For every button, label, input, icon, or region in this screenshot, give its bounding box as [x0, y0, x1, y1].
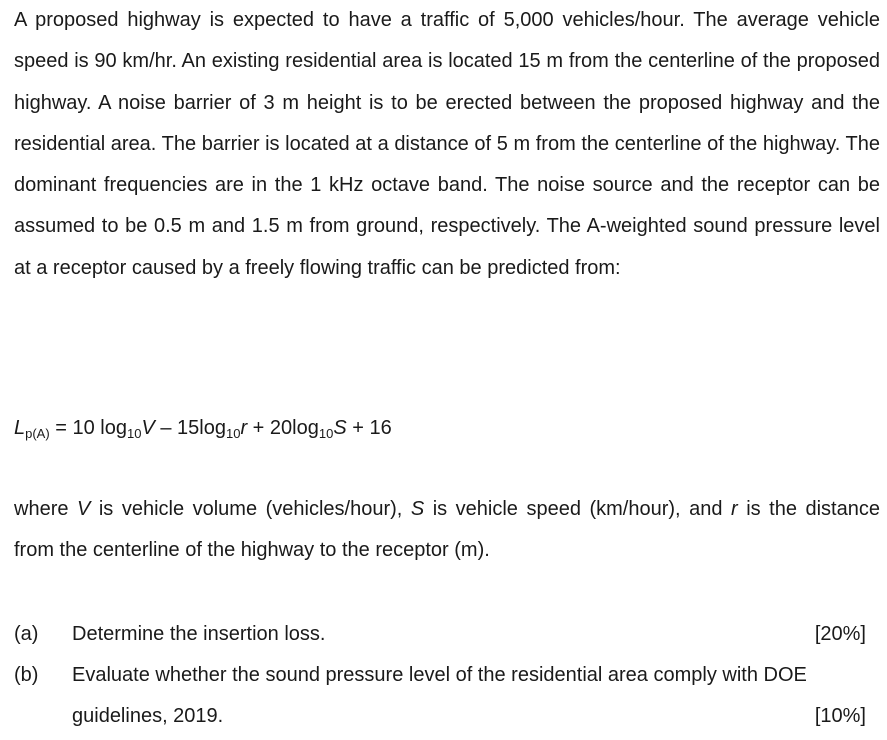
formula-term-4: + 16: [346, 417, 392, 439]
question-a-label: (a): [14, 623, 39, 645]
problem-text: A proposed highway is expected to have a traffic of 5,000 vehicles/hour. The average vehicle speed is 90 km/hr. An existing residential area is located 15 m from the centerline of the proposed highway. A noise barrier of 3 m height is to be erected between the proposed highway and the residential area. The barrier is located at a distance of 5 m from the centerline of the highway. The dominant frequencies are in the 1 kHz octave band. The noise source and the receptor can be assumed to be 0.5 m and 1.5 m from ground, respectively. The A-weighted sound pressure level at a receptor caused by a freely flowing traffic can be predicted from:: [14, 9, 880, 279]
question-a-text: Determine the insertion loss.: [72, 623, 326, 645]
formula-var-v: V: [141, 417, 155, 439]
question-b-label: (b): [14, 664, 39, 686]
formula-term-3: + 20log: [247, 417, 319, 439]
formula-log-base-3: 10: [318, 426, 334, 441]
question-a-marks: [20%]: [814, 623, 866, 645]
sound-level-formula: [14, 410, 392, 446]
formula-lhs-var: L: [14, 417, 26, 439]
formula-log-base-1: 10: [126, 426, 142, 441]
formula-lhs-sub: p(A): [25, 426, 50, 441]
formula-var-s: S: [333, 417, 347, 439]
problem-statement: [14, 0, 880, 289]
question-b-text: Evaluate whether the sound pressure level of the residential area comply with DOE guidelines, 2019.: [72, 664, 807, 727]
where-text-3: is vehicle speed (km/hour), and: [424, 498, 731, 520]
formula-term-1: = 10 log: [49, 417, 127, 439]
where-text-1: where: [14, 498, 77, 520]
where-text-4: is the distance from the centerline of the highway to the receptor (m).: [14, 498, 880, 561]
formula-var-r: r: [240, 417, 248, 439]
variable-definitions: [14, 489, 880, 571]
where-var-v: V: [77, 498, 91, 520]
where-var-s: S: [410, 498, 425, 520]
question-b-marks: [10%]: [814, 705, 866, 727]
formula-term-2: – 15log: [154, 417, 226, 439]
where-var-r: r: [731, 498, 738, 520]
where-text-2: is vehicle volume (vehicles/hour),: [90, 498, 411, 520]
formula-log-base-2: 10: [225, 426, 241, 441]
